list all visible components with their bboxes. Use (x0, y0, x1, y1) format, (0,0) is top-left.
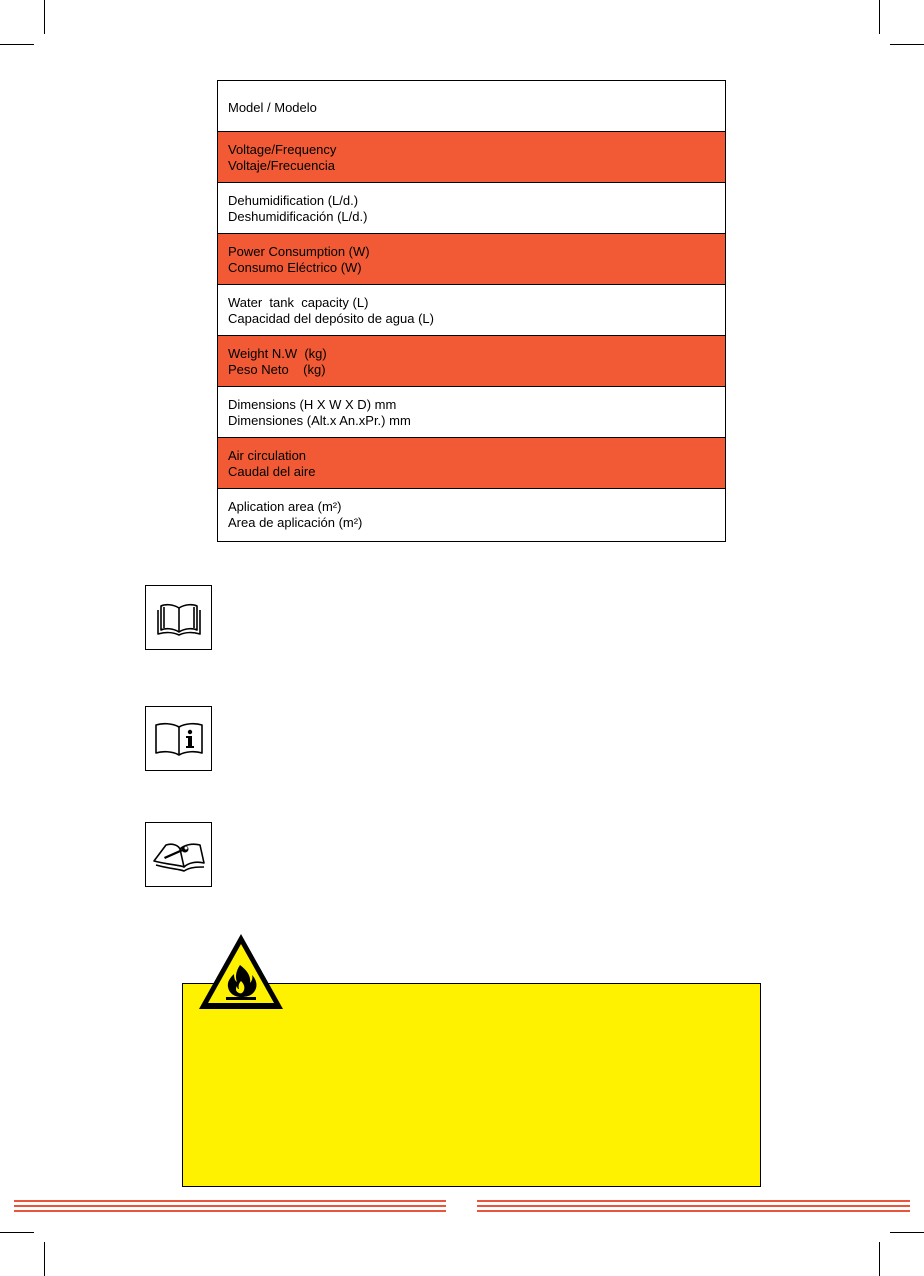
spec-label-es: Voltaje/Frecuencia (228, 158, 335, 173)
spec-label: Aplication area (m²) (228, 499, 342, 514)
spec-label: Power Consumption (W) (228, 244, 370, 259)
spec-label: Air circulation (228, 448, 307, 463)
spec-row-application-area (218, 489, 725, 541)
spec-row-power (218, 234, 725, 285)
flammable-warning-panel (182, 983, 761, 1187)
spec-label: Water tank capacity (L) (228, 295, 369, 310)
crop-mark (879, 0, 880, 34)
spec-label-es: Capacidad del depósito de agua (L) (228, 311, 434, 326)
read-manual-symbol (145, 585, 212, 650)
crop-mark (890, 44, 924, 45)
operator-manual-symbol (145, 706, 212, 771)
spec-row-water-tank (218, 285, 725, 336)
footer-stripe-right (477, 1200, 910, 1215)
spec-label-es: Dimensiones (Alt.x An.xPr.) mm (228, 413, 411, 428)
crop-mark (44, 0, 45, 34)
spec-label-es: Area de aplicación (m²) (228, 515, 363, 530)
spec-row-air-circulation (218, 438, 725, 489)
flammable-warning-icon (196, 931, 286, 1013)
crop-mark (0, 1232, 34, 1233)
spec-row-dimensions (218, 387, 725, 438)
spec-row-dehumidification (218, 183, 725, 234)
spec-row-weight (218, 336, 725, 387)
spec-label: Model / Modelo (228, 100, 317, 115)
manual-info-icon (152, 721, 206, 757)
spec-row-model (218, 81, 725, 132)
spec-label-es: Consumo Eléctrico (W) (228, 260, 362, 275)
service-manual-wrench-icon (152, 837, 206, 873)
spec-label-es: Caudal del aire (228, 464, 316, 479)
service-manual-symbol (145, 822, 212, 887)
crop-mark (879, 1242, 880, 1276)
open-book-icon (155, 598, 203, 638)
spec-row-voltage (218, 132, 725, 183)
crop-mark (0, 44, 34, 45)
spec-label: Weight N.W (kg) (228, 346, 327, 361)
spec-label: Dehumidification (L/d.) (228, 193, 359, 208)
crop-mark (44, 1242, 45, 1276)
crop-mark (890, 1232, 924, 1233)
spec-label-es: Deshumidificación (L/d.) (228, 209, 368, 224)
footer-stripe-left (14, 1200, 446, 1215)
specifications-table (217, 80, 726, 542)
spec-label: Dimensions (H X W X D) mm (228, 397, 397, 412)
spec-label: Voltage/Frequency (228, 142, 337, 157)
spec-label-es: Peso Neto (kg) (228, 362, 326, 377)
